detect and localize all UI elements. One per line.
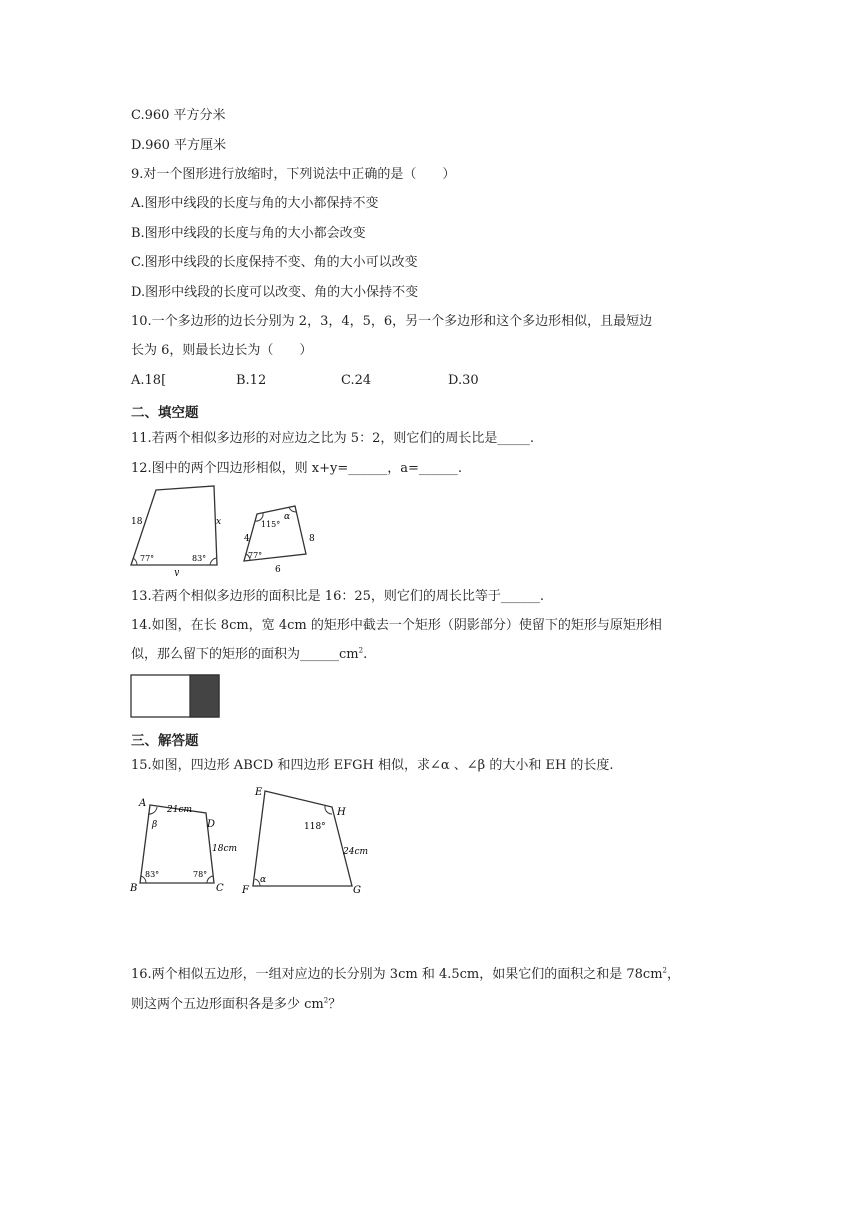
label-angle-77-right: 77° — [248, 551, 263, 560]
question-16-line1: 16.两个相似五边形，一组对应边的长分别为 3cm 和 4.5cm，如果它们的面积之和是 $78cm^2$， — [131, 966, 680, 982]
label-angle-78-c: 78° — [193, 870, 208, 879]
option-q9-a: A.图形中线段的长度与角的大小都保持不变 — [131, 196, 379, 211]
section-heading-fill-in: 二、填空题 — [131, 405, 199, 421]
option-q8-c: C.960 平方分米 — [131, 108, 226, 123]
question-12: 12.图中的两个四边形相似，则 x+y=______，a=______. — [131, 461, 463, 476]
quad-efgh — [253, 791, 352, 886]
label-angle-118: 118° — [304, 822, 326, 832]
label-vertex-b: B — [130, 883, 138, 894]
rectangle-shaded-part — [190, 675, 219, 717]
label-vertex-h: H — [337, 807, 346, 818]
label-vertex-e: E — [255, 787, 263, 798]
figure-q12-quadrilaterals — [126, 484, 331, 576]
label-vertex-a: A — [139, 798, 147, 809]
question-15: 15.如图，四边形 ABCD 和四边形 EFGH 相似，求∠α 、∠β 的大小和 EH 的长度. — [131, 758, 614, 773]
option-q9-c: C.图形中线段的长度保持不变、角的大小可以改变 — [131, 255, 418, 270]
label-angle-115: 115° — [261, 520, 281, 529]
label-side-24cm: 24cm — [343, 847, 369, 857]
question-11: 11.若两个相似多边形的对应边之比为 5：2，则它们的周长比是_____. — [131, 431, 534, 446]
option-q10-b: B.12 — [236, 373, 267, 388]
label-side-6: 6 — [275, 565, 281, 575]
label-vertex-d: D — [207, 819, 216, 830]
question-14-line1: 14.如图，在长 8cm，宽 4cm 的矩形中截去一个矩形（阴影部分）使留下的矩形与原矩形相 — [131, 618, 662, 633]
label-side-4: 4 — [244, 534, 250, 544]
label-vertex-c: C — [216, 883, 224, 894]
section-heading-answers: 三、解答题 — [131, 733, 199, 749]
question-16-line2: 则这两个五边形面积各是多少 $cm^2$？ — [131, 996, 342, 1012]
option-q9-d: D.图形中线段的长度可以改变、角的大小保持不变 — [131, 285, 419, 300]
question-10-line2: 长为 6，则最长边长为（ ） — [131, 343, 313, 358]
label-side-21cm: 21cm — [167, 805, 193, 815]
figure-q14-rectangle — [130, 674, 222, 720]
label-side-x: x — [216, 517, 222, 527]
option-q10-c: C.24 — [341, 373, 372, 388]
question-13: 13.若两个相似多边形的面积比是 16：25，则它们的周长比等于______. — [131, 589, 545, 604]
question-14-line2: 似，那么留下的矩形的面积为$\_\_\_\_\_\_cm^2$. — [131, 646, 368, 662]
label-angle-beta: β — [152, 820, 158, 830]
label-angle-alpha: α — [284, 512, 291, 522]
question-10-line1: 10.一个多边形的边长分别为 2，3，4，5，6，另一个多边形和这个多边形相似，且最短边 — [131, 314, 653, 329]
option-q10-a: A.18[ — [131, 373, 167, 388]
angle-mark-left-br — [210, 558, 216, 565]
label-side-y: y — [174, 568, 180, 576]
angle-mark-c — [207, 876, 213, 883]
label-vertex-f: F — [242, 885, 249, 895]
label-side-18: 18 — [131, 517, 143, 527]
label-angle-83: 83° — [192, 554, 207, 563]
label-vertex-g: G — [353, 885, 361, 895]
option-q8-d: D.960 平方厘米 — [131, 138, 227, 153]
label-angle-alpha-f: α — [260, 875, 267, 885]
label-side-8: 8 — [309, 534, 315, 544]
question-9: 9.对一个图形进行放缩时，下列说法中正确的是（ ） — [131, 167, 456, 182]
label-angle-77-left: 77° — [140, 554, 155, 563]
label-angle-83-b: 83° — [145, 870, 160, 879]
label-side-18cm: 18cm — [212, 844, 238, 854]
option-q9-b: B.图形中线段的长度与角的大小都会改变 — [131, 226, 366, 241]
figure-q15-quadrilaterals — [126, 783, 376, 895]
option-q10-d: D.30 — [448, 373, 479, 388]
